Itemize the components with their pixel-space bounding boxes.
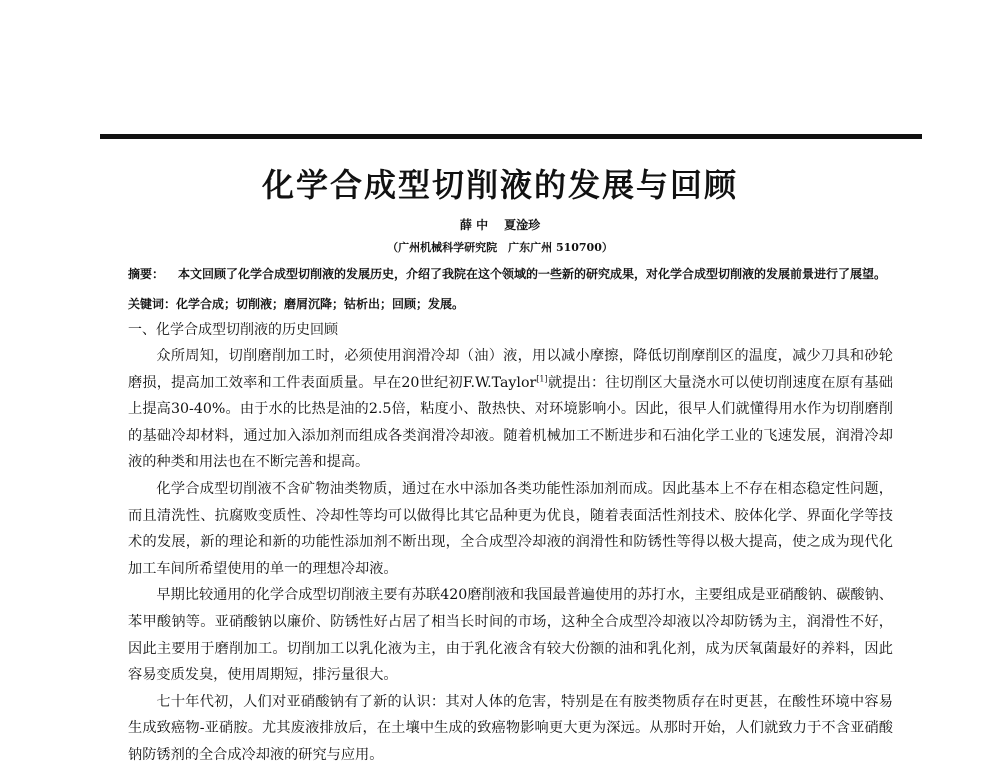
authors <box>0 216 1000 233</box>
abstract-label: 摘要： <box>128 267 165 281</box>
paragraph-1 <box>128 343 893 476</box>
citation-ref: [1] <box>536 373 548 383</box>
paragraph-1-part-b: 就提出：往切削区大量浇水可以使切削速度在原有基础上提高30-40%。由于水的比热是油的2.5倍，粘度小、散热快、对环境影响小。因此，很早人们就懂得用水作为切削磨削的基础冷却材料，通过加入添加剂而组成各类润滑冷却液。随着机械加工不断进步和石油化学工业的飞速发展，润滑冷却液的种类和用法也在不断完善和提高。 <box>128 374 893 471</box>
paper-body <box>128 261 893 769</box>
paper-title: 化学合成型切削液的发展与回顾 <box>261 166 738 204</box>
paragraph-3: 早期比较通用的化学合成型切削液主要有苏联420磨削液和我国最普遍使用的苏打水，主要组成是亚硝酸钠、碳酸钠、苯甲酸钠等。亚硝酸钠以廉价、防锈性好占居了相当长时间的市场，这种全合成型冷却液以冷却防锈为主，润滑性不好，因此主要用于磨削加工。切削加工以乳化液为主，由于乳化液含有较大份额的油和乳化剂，成为厌氧菌最好的养料，因此容易变质发臭，使用周期短，排污量很大。 <box>128 587 893 684</box>
author-2: 夏淦珍 <box>504 218 541 232</box>
paragraph-1-part-a: 众所周知，切削磨削加工时，必须使用润滑冷却（油）液，用以减小摩擦，降低切削摩削区的温度，减少刀具和砂轮磨损，提高加工效率和工件表面质量。早在20世纪初F.W.Taylor <box>128 348 893 391</box>
affiliation: （广州机械科学研究院 广东广州 510700） <box>387 241 613 254</box>
paragraph-4: 七十年代初，人们对亚硝酸钠有了新的认识：其对人体的危害，特别是在有胺类物质存在时更甚，在酸性环境中容易生成致癌物-亚硝胺。尤其废液排放后，在土壤中生成的致癌物影响更大更为深远。从那时开始，人们就致力于不含亚硝酸钠防锈剂的全合成冷却液的研究与应用。 <box>128 693 893 763</box>
keywords-text: 化学合成；切削液；磨屑沉降；钴析出；回顾；发展。 <box>176 297 465 311</box>
paragraph-2: 化学合成型切削液不含矿物油类物质，通过在水中添加各类功能性添加剂而成。因此基本上不存在相态稳定性问题，而且清洗性、抗腐败变质性、冷却性等均可以做得比其它品种更为优良，随着表面活性剂技术、胶体化学、界面化学等技术的发展，新的理论和新的功能性添加剂不断出现，全合成型冷却液的润滑性和防锈性等得以极大提高，使之成为现代化加工车间所希望使用的单一的理想冷却液。 <box>128 480 893 577</box>
keywords <box>128 291 893 317</box>
keywords-label: 关键词： <box>128 297 177 311</box>
header-rule <box>100 134 922 139</box>
section-heading: 一、化学合成型切削液的历史回顾 <box>128 322 338 338</box>
abstract-text: 本文回顾了化学合成型切削液的发展历史，介绍了我院在这个领域的一些新的研究成果，对化学合成型切削液的发展前景进行了展望。 <box>178 267 887 281</box>
author-1: 薛 中 <box>459 218 489 232</box>
abstract <box>128 261 893 287</box>
